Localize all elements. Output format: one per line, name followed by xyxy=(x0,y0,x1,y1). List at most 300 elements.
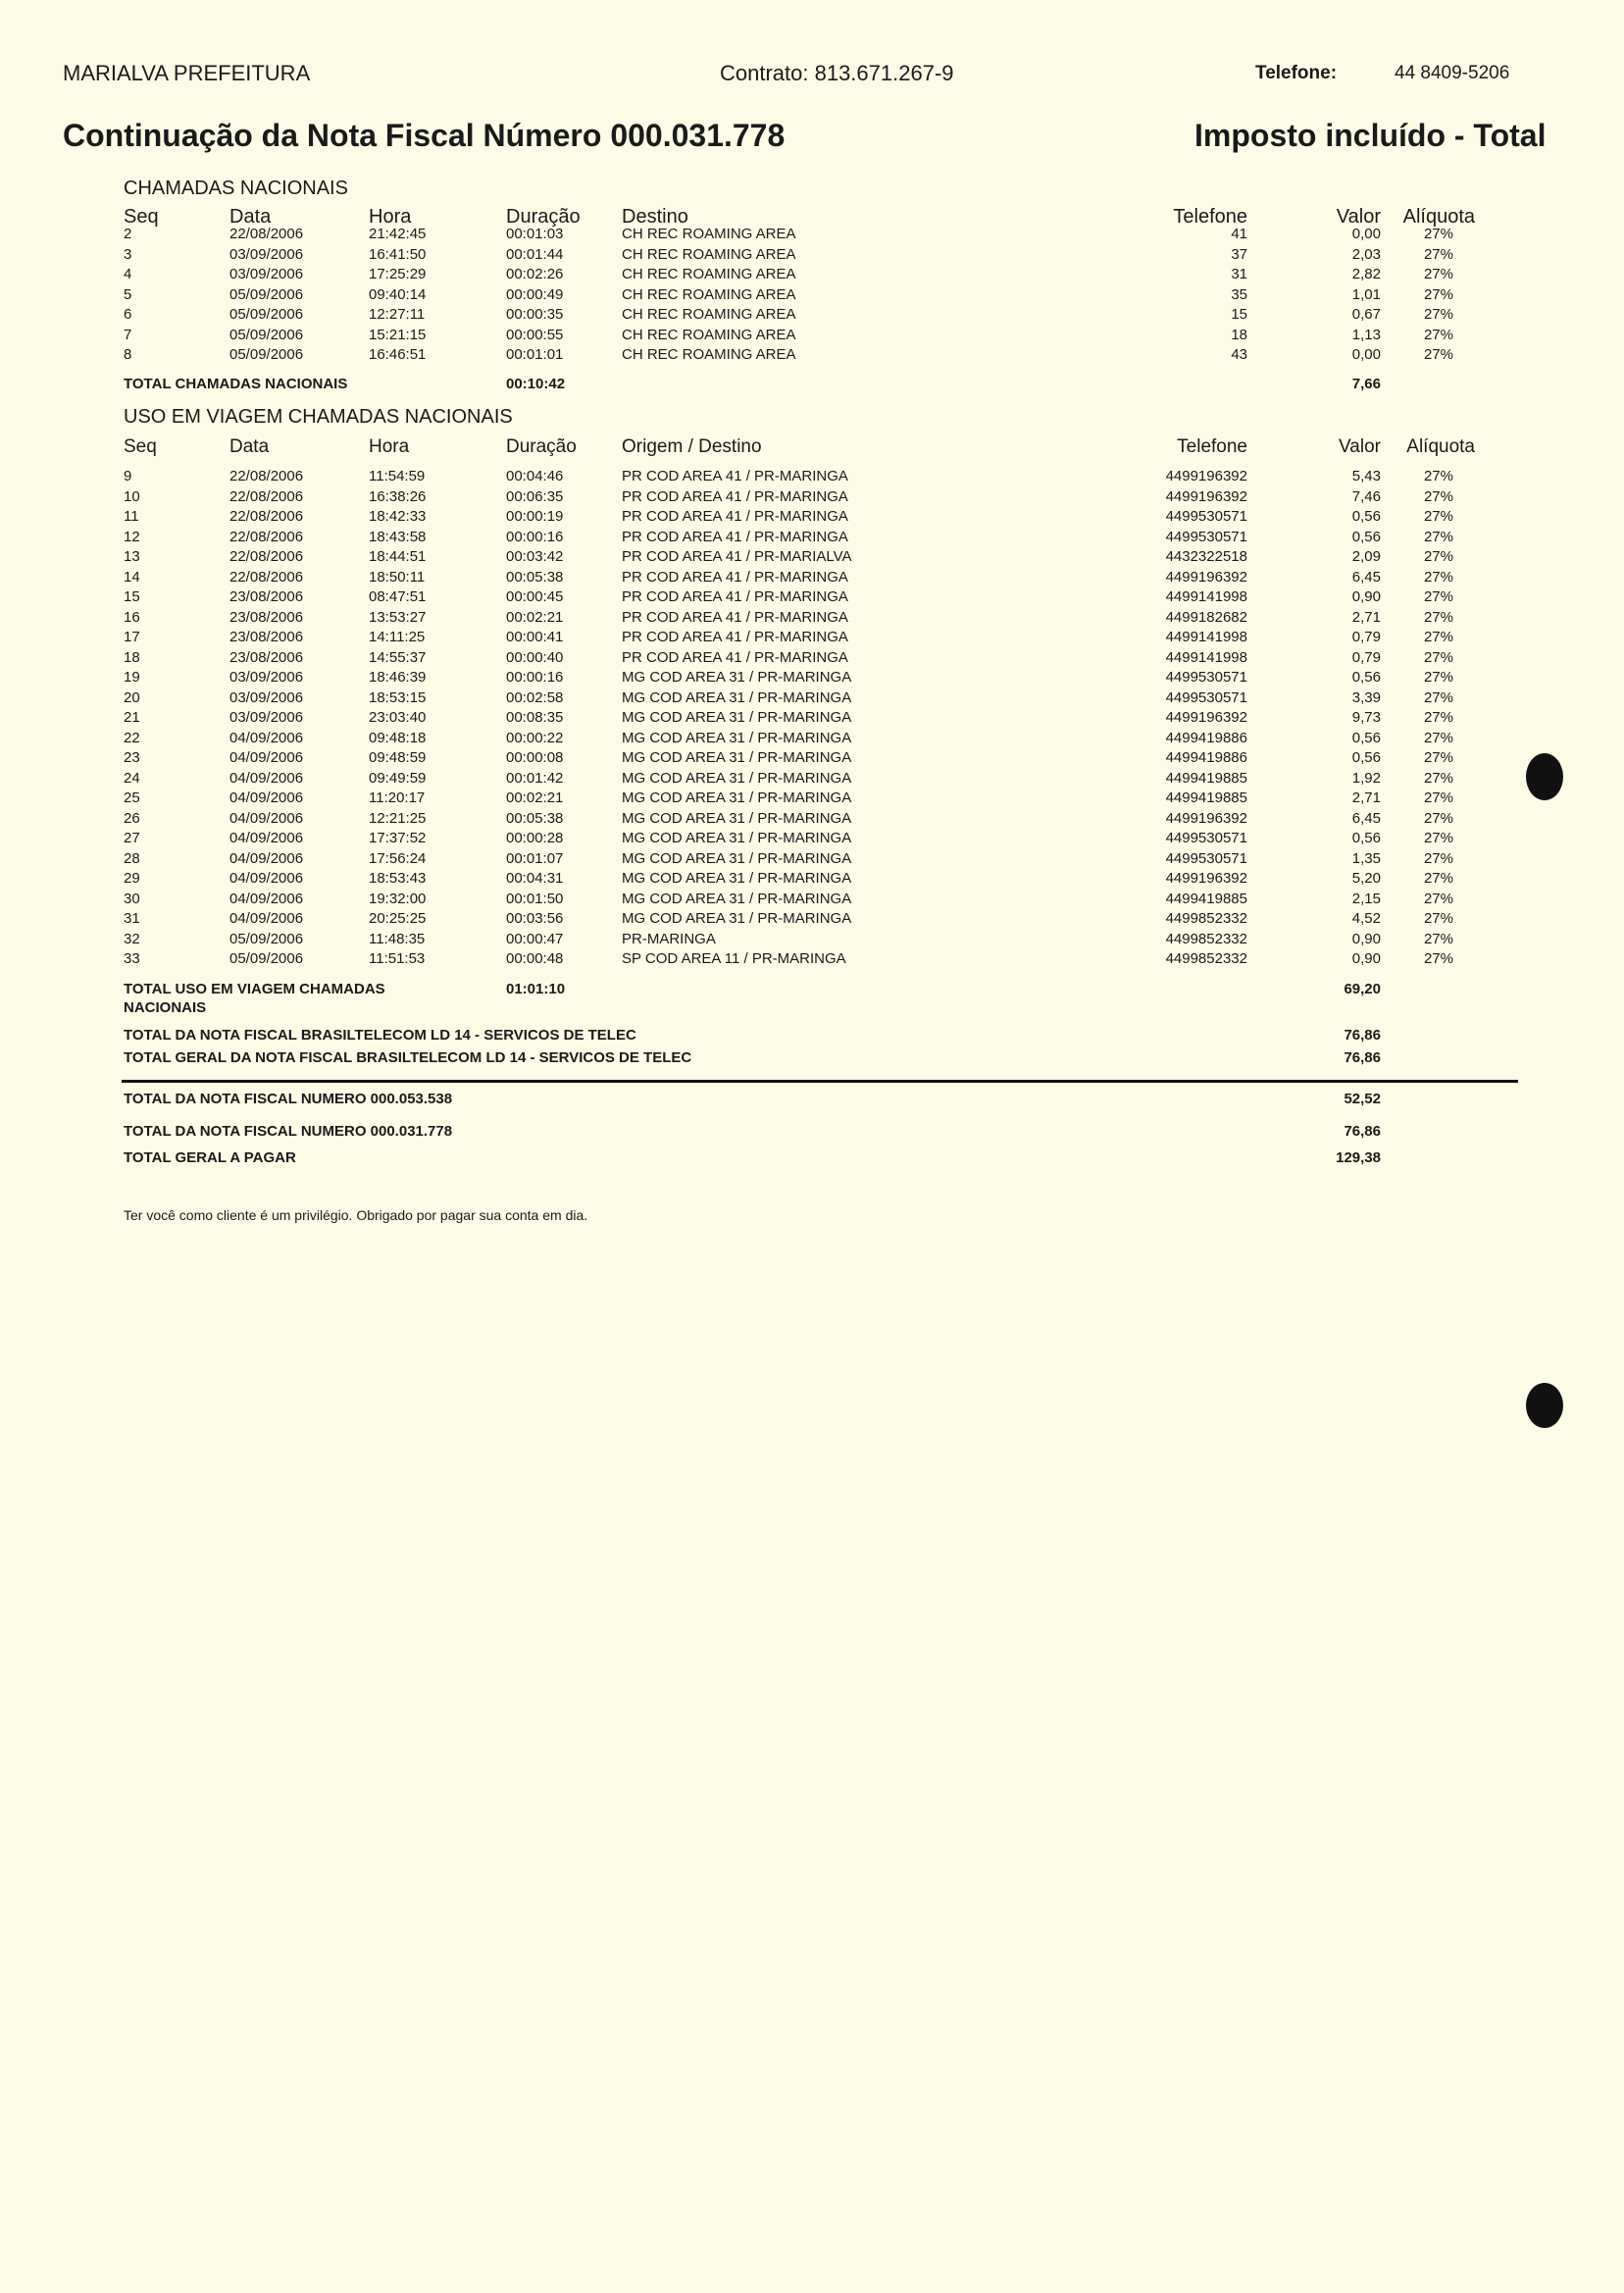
table-row xyxy=(0,246,1624,266)
table-row xyxy=(0,468,1624,487)
phone-cell: 4499141998 xyxy=(1165,588,1247,605)
rate-cell: 27% xyxy=(1423,930,1453,947)
time-cell: 16:41:50 xyxy=(369,245,427,263)
time-cell: 18:43:58 xyxy=(369,528,427,545)
seq-cell: 21 xyxy=(124,709,140,726)
date-cell: 04/09/2006 xyxy=(229,849,304,867)
value-cell: 5,20 xyxy=(1351,870,1381,887)
table-row xyxy=(0,548,1624,568)
phone-cell: 41 xyxy=(1231,226,1247,242)
destination-cell: MG COD AREA 31 / PR-MARINGA xyxy=(622,910,852,927)
phone-cell: 4499530571 xyxy=(1165,508,1247,525)
nf1-total-value: 52,52 xyxy=(1344,1091,1381,1107)
nf-total-value: 76,86 xyxy=(1344,1027,1381,1044)
amount-due-label: TOTAL GERAL A PAGAR xyxy=(124,1149,296,1166)
nf-total-row xyxy=(0,1027,1624,1046)
value-cell: 2,71 xyxy=(1351,608,1381,626)
duration-cell: 00:00:19 xyxy=(506,508,564,525)
rate-cell: 27% xyxy=(1423,688,1453,706)
duration-cell: 00:01:44 xyxy=(506,245,564,263)
rate-cell: 27% xyxy=(1423,568,1453,586)
seq-cell: 6 xyxy=(124,306,132,323)
duration-cell: 00:00:22 xyxy=(506,729,564,746)
duration-cell: 00:00:16 xyxy=(506,528,564,545)
value-cell: 2,82 xyxy=(1351,266,1381,282)
duration-cell: 00:03:56 xyxy=(506,910,564,927)
value-cell: 0,56 xyxy=(1351,729,1381,746)
col-data: Data xyxy=(229,206,272,228)
destination-cell: MG COD AREA 31 / PR-MARINGA xyxy=(622,729,852,746)
value-cell: 0,56 xyxy=(1351,669,1381,686)
nf2-total-row xyxy=(0,1123,1624,1143)
phone-cell: 4499196392 xyxy=(1165,709,1247,726)
table-row xyxy=(0,950,1624,970)
destination-cell: PR COD AREA 41 / PR-MARINGA xyxy=(622,468,848,484)
seq-cell: 18 xyxy=(124,648,140,666)
rate-cell: 27% xyxy=(1423,729,1453,746)
table-row xyxy=(0,588,1624,608)
time-cell: 11:54:59 xyxy=(369,468,426,484)
phone-cell: 4499196392 xyxy=(1165,809,1247,827)
seq-cell: 19 xyxy=(124,669,140,686)
table-row xyxy=(0,346,1624,366)
value-cell: 0,79 xyxy=(1351,648,1381,666)
phone-cell: 4499530571 xyxy=(1165,830,1247,846)
table-row xyxy=(0,689,1624,709)
date-cell: 03/09/2006 xyxy=(229,266,304,282)
phone-cell: 4499419885 xyxy=(1165,790,1247,806)
table-row xyxy=(0,810,1624,830)
rate-cell: 27% xyxy=(1423,769,1453,787)
seq-cell: 31 xyxy=(124,910,140,927)
duration-cell: 00:00:55 xyxy=(506,326,564,343)
destination-cell: CH REC ROAMING AREA xyxy=(622,306,796,323)
time-cell: 19:32:00 xyxy=(369,890,427,907)
table-row xyxy=(0,830,1624,849)
date-cell: 22/08/2006 xyxy=(229,548,304,565)
time-cell: 14:11:25 xyxy=(369,629,426,645)
national-total-row xyxy=(0,376,1624,395)
travel-column-headers xyxy=(0,436,1624,456)
destination-cell: MG COD AREA 31 / PR-MARINGA xyxy=(622,688,852,706)
seq-cell: 10 xyxy=(124,487,140,505)
rate-cell: 27% xyxy=(1423,608,1453,626)
value-cell: 9,73 xyxy=(1351,709,1381,726)
rate-cell: 27% xyxy=(1423,528,1453,545)
phone-cell: 4499182682 xyxy=(1165,608,1247,626)
phone-cell: 4499530571 xyxy=(1165,688,1247,706)
destination-cell: PR COD AREA 41 / PR-MARINGA xyxy=(622,568,848,586)
date-cell: 22/08/2006 xyxy=(229,487,304,505)
rate-cell: 27% xyxy=(1423,548,1453,565)
time-cell: 18:44:51 xyxy=(369,548,427,565)
rate-cell: 27% xyxy=(1423,809,1453,827)
destination-cell: PR COD AREA 41 / PR-MARINGA xyxy=(622,528,848,545)
thank-you-note: Ter você como cliente é um privilégio. Obrigado por pagar sua conta em dia. xyxy=(124,1207,588,1223)
table-row xyxy=(0,790,1624,809)
destination-cell: MG COD AREA 31 / PR-MARINGA xyxy=(622,870,852,887)
destination-cell: MG COD AREA 31 / PR-MARINGA xyxy=(622,769,852,787)
duration-cell: 00:00:40 xyxy=(506,648,564,666)
value-cell: 3,39 xyxy=(1351,688,1381,706)
col-valor: Valor xyxy=(1339,436,1381,457)
seq-cell: 13 xyxy=(124,548,140,565)
duration-cell: 00:03:42 xyxy=(506,548,564,565)
col-duracao: Duração xyxy=(506,436,577,457)
value-cell: 0,56 xyxy=(1351,830,1381,846)
duration-cell: 00:00:47 xyxy=(506,930,564,947)
date-cell: 04/09/2006 xyxy=(229,890,304,907)
contract-number: Contrato: 813.671.267-9 xyxy=(720,61,954,85)
nf-grand-total-value: 76,86 xyxy=(1344,1049,1381,1066)
phone-cell: 4499419885 xyxy=(1165,890,1247,907)
date-cell: 04/09/2006 xyxy=(229,769,304,787)
time-cell: 09:49:59 xyxy=(369,769,427,787)
rate-cell: 27% xyxy=(1423,508,1453,525)
date-cell: 23/08/2006 xyxy=(229,588,304,605)
date-cell: 03/09/2006 xyxy=(229,669,304,686)
table-row xyxy=(0,891,1624,910)
duration-cell: 00:01:42 xyxy=(506,769,564,787)
date-cell: 22/08/2006 xyxy=(229,568,304,586)
phone-cell: 4499530571 xyxy=(1165,528,1247,545)
time-cell: 18:42:33 xyxy=(369,508,427,525)
destination-cell: PR COD AREA 41 / PR-MARIALVA xyxy=(622,548,852,565)
duration-cell: 00:06:35 xyxy=(506,487,564,505)
time-cell: 09:48:59 xyxy=(369,749,427,766)
travel-total-value: 69,20 xyxy=(1344,981,1381,997)
national-total-label: TOTAL CHAMADAS NACIONAIS xyxy=(124,376,348,392)
nf-total-label: TOTAL DA NOTA FISCAL BRASILTELECOM LD 14 - SERVICOS DE TELEC xyxy=(124,1027,636,1044)
col-hora: Hora xyxy=(369,436,410,457)
rate-cell: 27% xyxy=(1423,709,1453,726)
seq-cell: 11 xyxy=(124,508,139,525)
time-cell: 08:47:51 xyxy=(369,588,427,605)
duration-cell: 00:00:49 xyxy=(506,285,564,303)
seq-cell: 7 xyxy=(124,326,132,343)
time-cell: 17:37:52 xyxy=(369,830,427,846)
rate-cell: 27% xyxy=(1423,890,1453,907)
destination-cell: PR-MARINGA xyxy=(622,930,716,947)
seq-cell: 29 xyxy=(124,870,140,887)
nf2-total-value: 76,86 xyxy=(1344,1123,1381,1140)
page-title: Continuação da Nota Fiscal Número 000.031.778 xyxy=(63,118,786,153)
table-row xyxy=(0,226,1624,245)
seq-cell: 20 xyxy=(124,688,140,706)
nf1-total-row xyxy=(0,1091,1624,1110)
rate-cell: 27% xyxy=(1423,790,1453,806)
seq-cell: 5 xyxy=(124,285,132,303)
value-cell: 7,46 xyxy=(1351,487,1381,505)
duration-cell: 00:02:58 xyxy=(506,688,564,706)
destination-cell: PR COD AREA 41 / PR-MARINGA xyxy=(622,487,848,505)
col-valor: Valor xyxy=(1336,206,1381,228)
punch-hole-mark xyxy=(1526,1383,1563,1428)
col-seq: Seq xyxy=(124,206,159,228)
date-cell: 04/09/2006 xyxy=(229,749,304,766)
seq-cell: 9 xyxy=(124,468,132,484)
col-destino: Destino xyxy=(622,206,688,228)
phone-cell: 4499852332 xyxy=(1165,910,1247,927)
section-title-national: CHAMADAS NACIONAIS xyxy=(124,178,348,199)
seq-cell: 12 xyxy=(124,528,140,545)
value-cell: 2,09 xyxy=(1351,548,1381,565)
destination-cell: MG COD AREA 31 / PR-MARINGA xyxy=(622,890,852,907)
phone-cell: 4499530571 xyxy=(1165,849,1247,867)
seq-cell: 24 xyxy=(124,769,140,787)
time-cell: 17:25:29 xyxy=(369,266,427,282)
seq-cell: 14 xyxy=(124,568,140,586)
seq-cell: 3 xyxy=(124,245,132,263)
duration-cell: 00:05:38 xyxy=(506,809,564,827)
time-cell: 09:40:14 xyxy=(369,285,427,303)
col-hora: Hora xyxy=(369,206,412,228)
value-cell: 1,01 xyxy=(1351,285,1381,303)
duration-cell: 00:00:28 xyxy=(506,830,564,846)
value-cell: 0,79 xyxy=(1351,629,1381,645)
destination-cell: CH REC ROAMING AREA xyxy=(622,285,796,303)
time-cell: 11:51:53 xyxy=(369,950,426,967)
table-row xyxy=(0,529,1624,548)
phone-cell: 4499141998 xyxy=(1165,629,1247,645)
seq-cell: 27 xyxy=(124,830,140,846)
col-telefone: Telefone xyxy=(1177,436,1247,457)
rate-cell: 27% xyxy=(1423,326,1453,343)
table-row xyxy=(0,770,1624,790)
destination-cell: PR COD AREA 41 / PR-MARINGA xyxy=(622,629,848,645)
date-cell: 05/09/2006 xyxy=(229,285,304,303)
value-cell: 0,56 xyxy=(1351,528,1381,545)
phone-cell: 37 xyxy=(1231,245,1247,263)
destination-cell: PR COD AREA 41 / PR-MARINGA xyxy=(622,648,848,666)
destination-cell: SP COD AREA 11 / PR-MARINGA xyxy=(622,950,846,967)
table-row xyxy=(0,327,1624,346)
phone-cell: 4499196392 xyxy=(1165,568,1247,586)
value-cell: 0,00 xyxy=(1351,346,1381,363)
value-cell: 1,92 xyxy=(1351,769,1381,787)
date-cell: 05/09/2006 xyxy=(229,950,304,967)
date-cell: 03/09/2006 xyxy=(229,709,304,726)
col-origem-destino: Origem / Destino xyxy=(622,436,762,457)
national-total-duration: 00:10:42 xyxy=(506,376,566,392)
nf-grand-total-label: TOTAL GERAL DA NOTA FISCAL BRASILTELECOM LD 14 - SERVICOS DE TELEC xyxy=(124,1049,692,1066)
rate-cell: 27% xyxy=(1423,306,1453,323)
value-cell: 4,52 xyxy=(1351,910,1381,927)
date-cell: 23/08/2006 xyxy=(229,648,304,666)
rate-cell: 27% xyxy=(1423,749,1453,766)
rate-cell: 27% xyxy=(1423,830,1453,846)
destination-cell: PR COD AREA 41 / PR-MARINGA xyxy=(622,588,848,605)
rate-cell: 27% xyxy=(1423,950,1453,967)
date-cell: 22/08/2006 xyxy=(229,528,304,545)
value-cell: 0,00 xyxy=(1351,226,1381,242)
phone-cell: 15 xyxy=(1231,306,1247,323)
phone-value: 44 8409-5206 xyxy=(1395,63,1510,83)
rate-cell: 27% xyxy=(1423,648,1453,666)
date-cell: 05/09/2006 xyxy=(229,326,304,343)
date-cell: 04/09/2006 xyxy=(229,809,304,827)
tax-included-label: Imposto incluído - Total xyxy=(1194,118,1547,153)
rate-cell: 27% xyxy=(1423,588,1453,605)
time-cell: 20:25:25 xyxy=(369,910,427,927)
national-total-value: 7,66 xyxy=(1351,376,1381,392)
phone-cell: 4499196392 xyxy=(1165,468,1247,484)
seq-cell: 17 xyxy=(124,629,140,645)
duration-cell: 00:00:08 xyxy=(506,749,564,766)
amount-due-row xyxy=(0,1149,1624,1169)
value-cell: 0,56 xyxy=(1351,749,1381,766)
seq-cell: 8 xyxy=(124,346,132,363)
seq-cell: 2 xyxy=(124,226,132,242)
phone-cell: 35 xyxy=(1231,285,1247,303)
punch-hole-mark xyxy=(1526,753,1563,800)
rate-cell: 27% xyxy=(1423,285,1453,303)
rate-cell: 27% xyxy=(1423,870,1453,887)
rate-cell: 27% xyxy=(1423,669,1453,686)
time-cell: 09:48:18 xyxy=(369,729,427,746)
value-cell: 6,45 xyxy=(1351,809,1381,827)
phone-cell: 18 xyxy=(1231,326,1247,343)
date-cell: 23/08/2006 xyxy=(229,629,304,645)
time-cell: 23:03:40 xyxy=(369,709,427,726)
duration-cell: 00:02:21 xyxy=(506,608,564,626)
destination-cell: MG COD AREA 31 / PR-MARINGA xyxy=(622,669,852,686)
destination-cell: CH REC ROAMING AREA xyxy=(622,346,796,363)
seq-cell: 30 xyxy=(124,890,140,907)
table-row xyxy=(0,286,1624,306)
time-cell: 15:21:15 xyxy=(369,326,427,343)
phone-label: Telefone: xyxy=(1255,63,1338,83)
phone-cell: 4499196392 xyxy=(1165,870,1247,887)
value-cell: 0,90 xyxy=(1351,588,1381,605)
nf1-total-label: TOTAL DA NOTA FISCAL NUMERO 000.053.538 xyxy=(124,1091,453,1107)
rate-cell: 27% xyxy=(1423,266,1453,282)
destination-cell: MG COD AREA 31 / PR-MARINGA xyxy=(622,809,852,827)
col-data: Data xyxy=(229,436,270,457)
value-cell: 2,15 xyxy=(1351,890,1381,907)
value-cell: 1,35 xyxy=(1351,849,1381,867)
time-cell: 18:50:11 xyxy=(369,568,426,586)
phone-cell: 43 xyxy=(1231,346,1247,363)
value-cell: 2,03 xyxy=(1351,245,1381,263)
destination-cell: MG COD AREA 31 / PR-MARINGA xyxy=(622,709,852,726)
travel-total-duration: 01:01:10 xyxy=(506,981,566,997)
date-cell: 03/09/2006 xyxy=(229,688,304,706)
value-cell: 0,90 xyxy=(1351,930,1381,947)
time-cell: 18:46:39 xyxy=(369,669,427,686)
travel-total-label: TOTAL USO EM VIAGEM CHAMADAS xyxy=(124,981,385,997)
time-cell: 18:53:43 xyxy=(369,870,427,887)
time-cell: 14:55:37 xyxy=(369,648,427,666)
date-cell: 05/09/2006 xyxy=(229,346,304,363)
seq-cell: 28 xyxy=(124,849,140,867)
rate-cell: 27% xyxy=(1423,468,1453,484)
duration-cell: 00:02:21 xyxy=(506,790,564,806)
table-row xyxy=(0,306,1624,326)
duration-cell: 00:08:35 xyxy=(506,709,564,726)
duration-cell: 00:00:35 xyxy=(506,306,564,323)
value-cell: 2,71 xyxy=(1351,790,1381,806)
table-row xyxy=(0,669,1624,688)
value-cell: 0,90 xyxy=(1351,950,1381,967)
date-cell: 03/09/2006 xyxy=(229,245,304,263)
destination-cell: MG COD AREA 31 / PR-MARINGA xyxy=(622,830,852,846)
table-row xyxy=(0,266,1624,285)
date-cell: 22/08/2006 xyxy=(229,508,304,525)
rate-cell: 27% xyxy=(1423,245,1453,263)
destination-cell: PR COD AREA 41 / PR-MARINGA xyxy=(622,508,848,525)
phone-cell: 4499141998 xyxy=(1165,648,1247,666)
table-row xyxy=(0,609,1624,629)
seq-cell: 22 xyxy=(124,729,140,746)
date-cell: 04/09/2006 xyxy=(229,910,304,927)
table-row xyxy=(0,870,1624,890)
table-row xyxy=(0,730,1624,749)
col-aliquota: Alíquota xyxy=(1406,436,1475,457)
value-cell: 6,45 xyxy=(1351,568,1381,586)
destination-cell: MG COD AREA 31 / PR-MARINGA xyxy=(622,790,852,806)
date-cell: 05/09/2006 xyxy=(229,306,304,323)
rate-cell: 27% xyxy=(1423,910,1453,927)
phone-cell: 4499530571 xyxy=(1165,669,1247,686)
seq-cell: 26 xyxy=(124,809,140,827)
table-row xyxy=(0,709,1624,729)
duration-cell: 00:00:16 xyxy=(506,669,564,686)
value-cell: 1,13 xyxy=(1351,326,1381,343)
rate-cell: 27% xyxy=(1423,346,1453,363)
destination-cell: CH REC ROAMING AREA xyxy=(622,326,796,343)
seq-cell: 32 xyxy=(124,930,140,947)
seq-cell: 33 xyxy=(124,950,140,967)
duration-cell: 00:01:01 xyxy=(506,346,564,363)
phone-cell: 4499419886 xyxy=(1165,749,1247,766)
value-cell: 5,43 xyxy=(1351,468,1381,484)
duration-cell: 00:02:26 xyxy=(506,266,564,282)
nf-grand-total-row xyxy=(0,1049,1624,1069)
seq-cell: 4 xyxy=(124,266,132,282)
national-column-headers xyxy=(0,206,1624,226)
duration-cell: 00:01:03 xyxy=(506,226,564,242)
seq-cell: 25 xyxy=(124,790,140,806)
seq-cell: 23 xyxy=(124,749,140,766)
table-row xyxy=(0,629,1624,648)
table-row xyxy=(0,488,1624,508)
destination-cell: CH REC ROAMING AREA xyxy=(622,245,796,263)
col-duracao: Duração xyxy=(506,206,581,228)
table-row xyxy=(0,508,1624,528)
summary-divider xyxy=(122,1080,1518,1083)
time-cell: 17:56:24 xyxy=(369,849,427,867)
rate-cell: 27% xyxy=(1423,849,1453,867)
travel-total-row-cont xyxy=(0,999,1624,1019)
duration-cell: 00:00:41 xyxy=(506,629,564,645)
phone-cell: 4499419885 xyxy=(1165,769,1247,787)
travel-total-label-line2: NACIONAIS xyxy=(124,999,207,1016)
duration-cell: 00:01:50 xyxy=(506,890,564,907)
phone-cell: 31 xyxy=(1231,266,1247,282)
issuer-name: MARIALVA PREFEITURA xyxy=(63,61,311,85)
date-cell: 04/09/2006 xyxy=(229,729,304,746)
duration-cell: 00:04:46 xyxy=(506,468,564,484)
phone-cell: 4499852332 xyxy=(1165,950,1247,967)
phone-cell: 4432322518 xyxy=(1165,548,1247,565)
table-row xyxy=(0,910,1624,930)
section-title-travel: USO EM VIAGEM CHAMADAS NACIONAIS xyxy=(124,406,513,428)
destination-cell: CH REC ROAMING AREA xyxy=(622,266,796,282)
time-cell: 16:38:26 xyxy=(369,487,427,505)
phone-cell: 4499196392 xyxy=(1165,487,1247,505)
duration-cell: 00:00:48 xyxy=(506,950,564,967)
